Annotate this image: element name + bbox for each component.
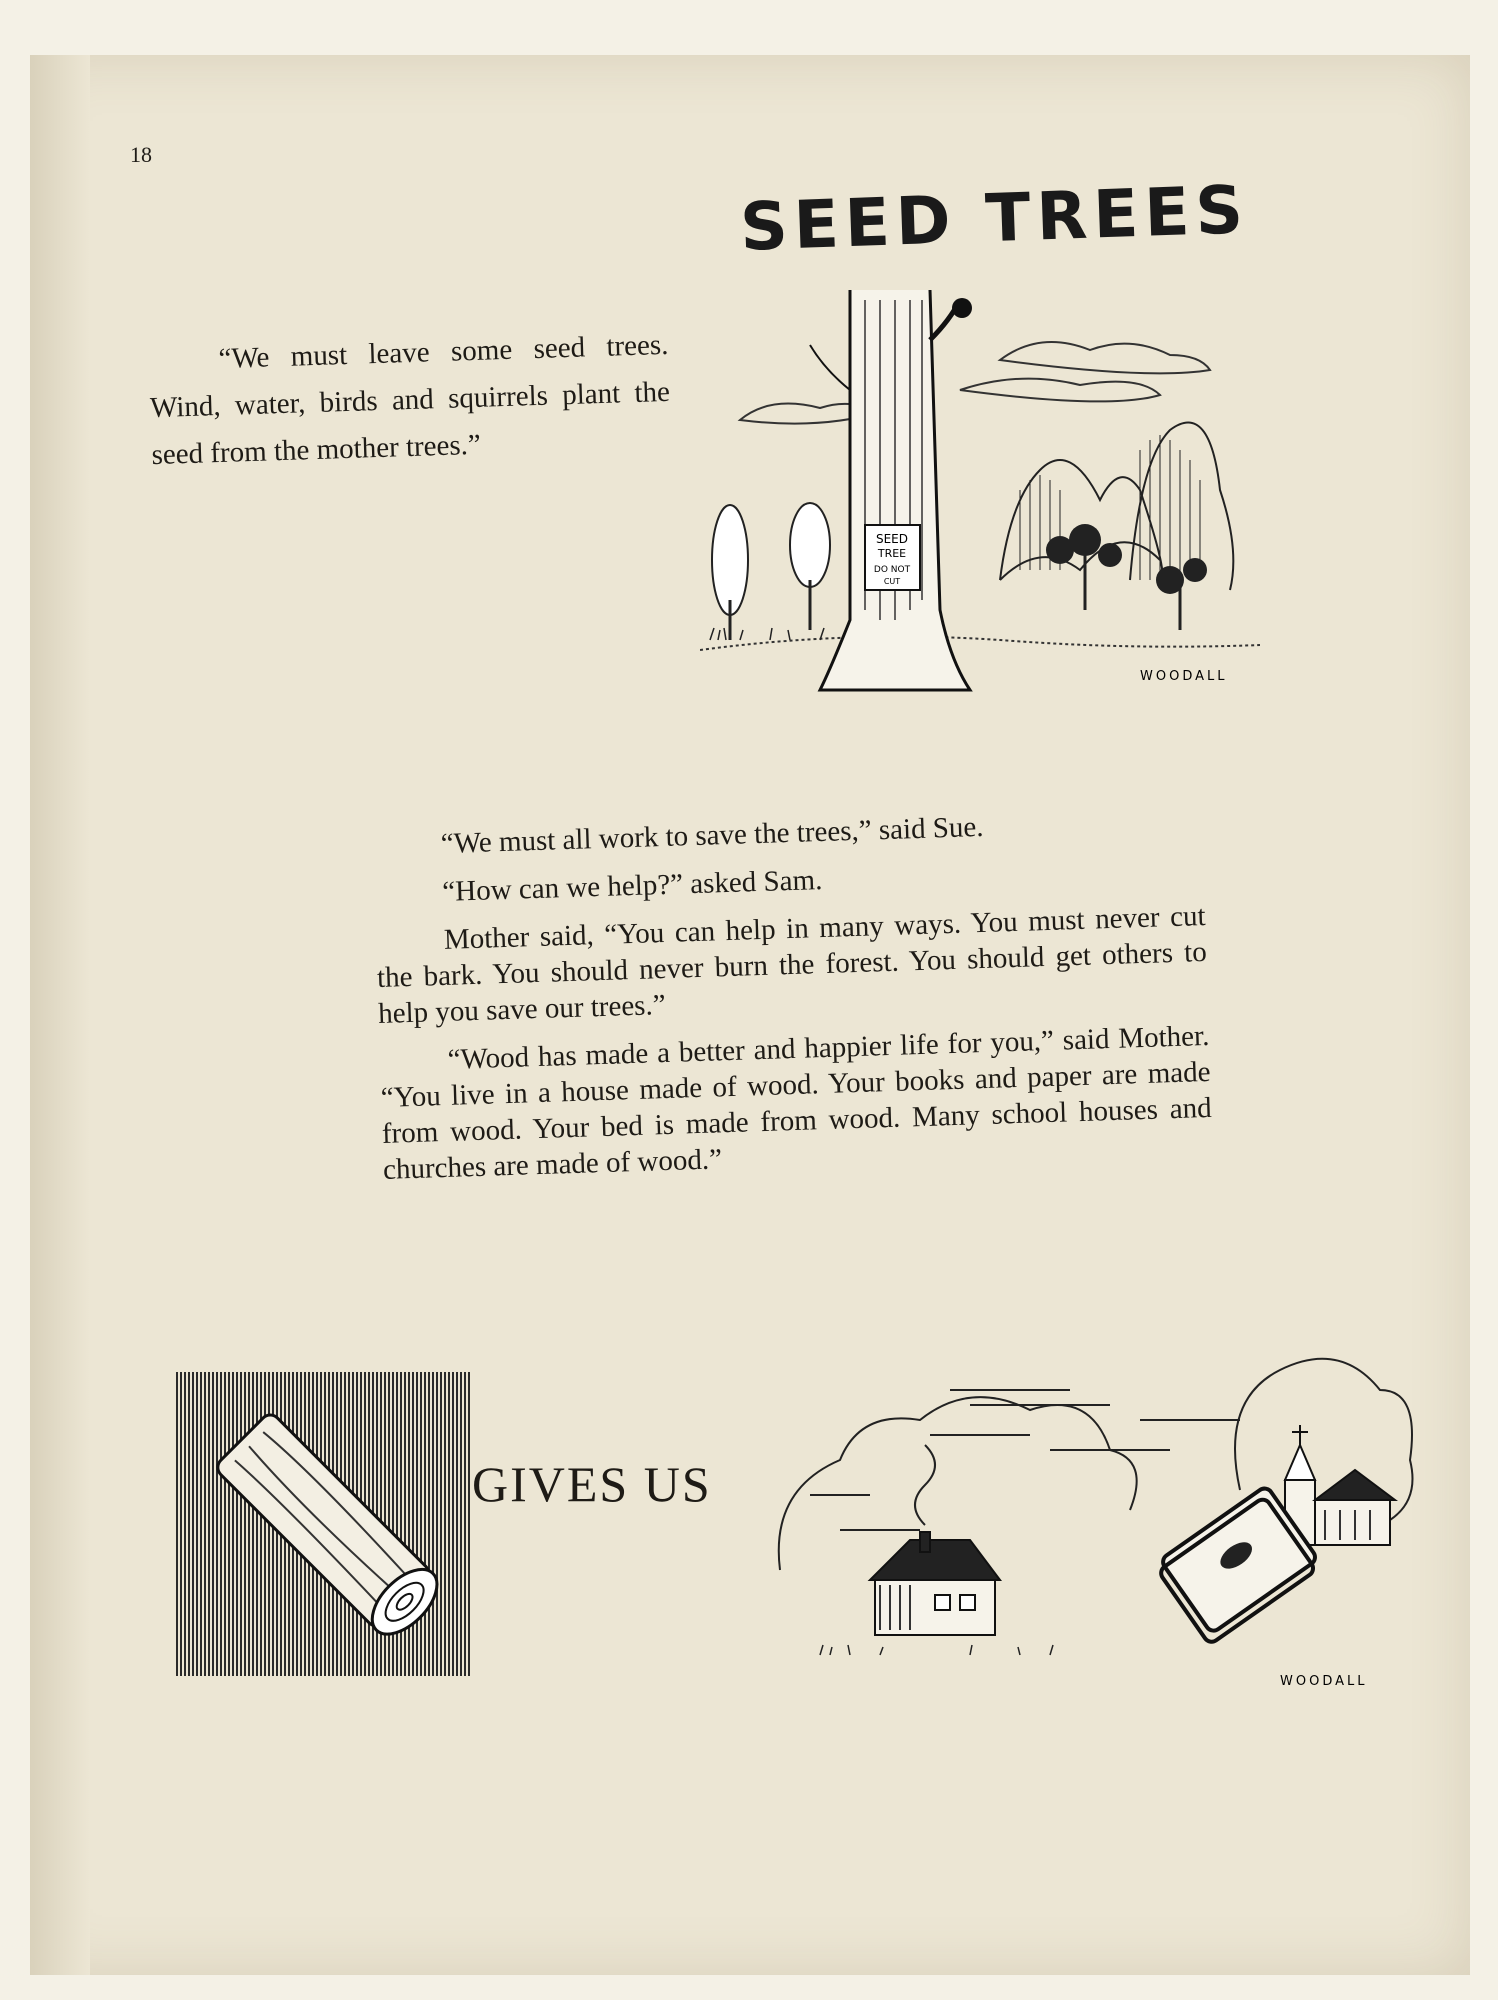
seed-tree-illustration (700, 280, 1260, 720)
page-title: SEED TREES (738, 171, 1251, 266)
story-paragraph: “How can we help?” asked Sam. (441, 864, 823, 908)
story-paragraph: Mother said, “You can help in many ways. You must never cut the bark. You should never burn the forest. You should get others to help you save our trees.” (376, 900, 1208, 1031)
gives-us-heading: GIVES US (472, 1456, 712, 1512)
story-body (372, 802, 1213, 1200)
page-binding-edge (30, 55, 90, 1975)
log-illustration (176, 1372, 472, 1676)
artist-signature-top: WOODALL (1140, 669, 1228, 684)
sign-line-2: TREE (877, 547, 907, 560)
house-church-book-illustration (720, 1310, 1420, 1710)
artist-signature-bottom: WOODALL (1280, 1674, 1368, 1689)
sign-line-1: SEED (875, 532, 909, 546)
seed-trees-paragraph: “We must leave some seed trees. Wind, water, birds and squirrels plant the seed from the mother trees.” (149, 328, 671, 472)
page-number: 18 (130, 142, 152, 167)
sign-line-4: CUT (883, 577, 901, 586)
story-paragraph: “We must all work to save the trees,” said Sue. (440, 810, 985, 860)
sign-line-3: DO NOT (873, 565, 911, 575)
story-paragraph: “Wood has made a better and happier life for you,” said Mother. “You live in a house made of wood. Your books and paper are made from wood. Your bed is made from wood. Many school houses and churches are made of wood.” (380, 1019, 1213, 1186)
